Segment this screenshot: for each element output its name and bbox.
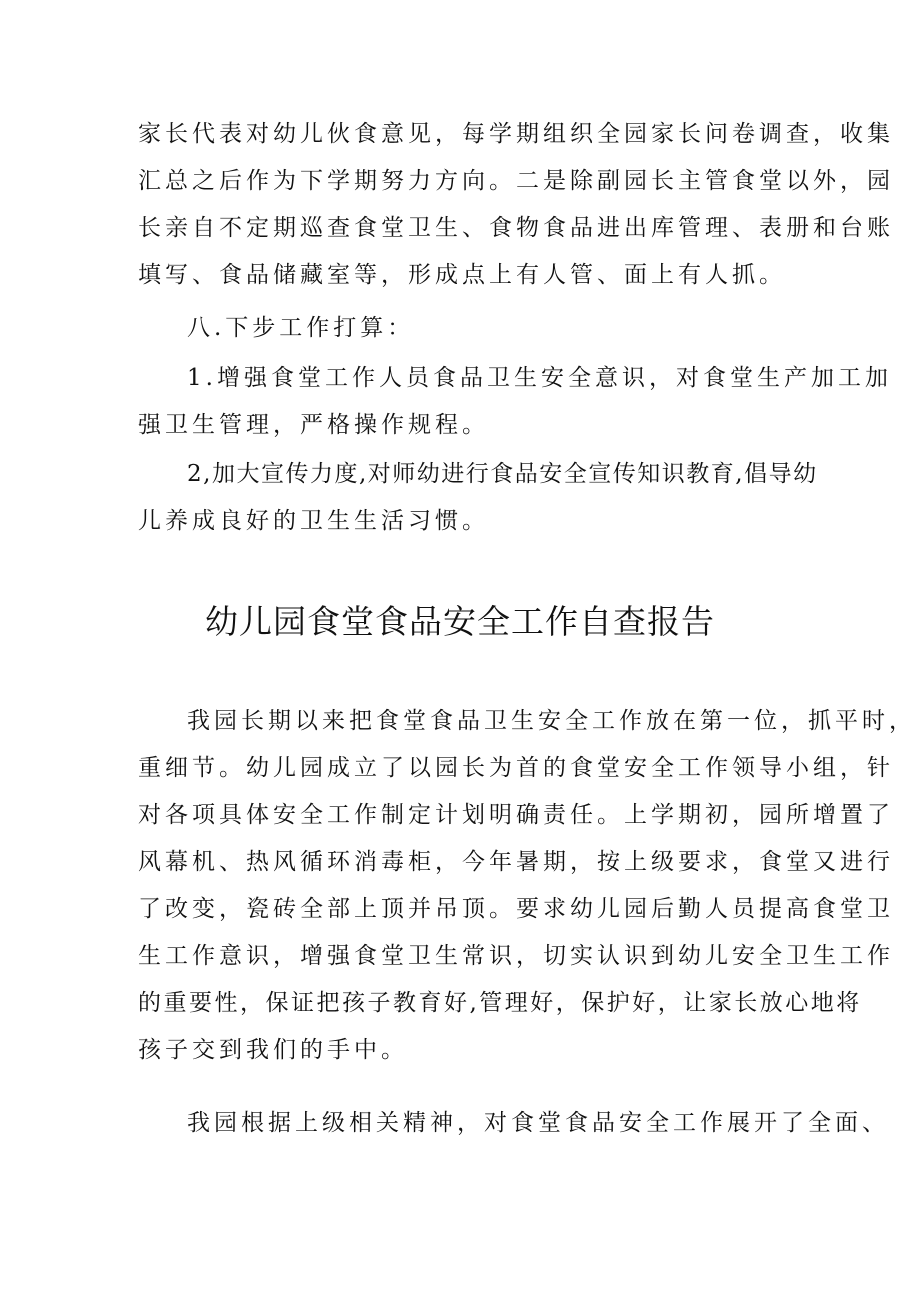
paragraph-line: 了改变，瓷砖全部上顶并吊顶。要求幼儿园后勤人员提高食堂卫 — [138, 896, 894, 922]
document-title: 幼儿园食堂食品安全工作自查报告 — [205, 602, 715, 641]
list-item-line: 1.增强食堂工作人员食品卫生安全意识，对食堂生产加工加 — [187, 365, 892, 391]
paragraph-line: 我园根据上级相关精神，对食堂食品安全工作展开了全面、 — [187, 1110, 889, 1136]
list-item-line: 强卫生管理，严格操作规程。 — [138, 412, 489, 438]
paragraph-line: 长亲自不定期巡查食堂卫生、食物食品进出库管理、表册和台账 — [138, 215, 894, 241]
list-item-line: 2,加大宣传力度,对师幼进行食品安全宣传知识教育,倡导幼 — [187, 461, 818, 487]
paragraph-line: 生工作意识，增强食堂卫生常识，切实认识到幼儿安全卫生工作 — [138, 943, 894, 969]
paragraph-line: 风幕机、热风循环消毒柜，今年暑期，按上级要求，食堂又进行 — [138, 849, 894, 875]
paragraph-line: 的重要性，保证把孩子教育好,管理好，保护好，让家长放心地将 — [138, 990, 862, 1016]
paragraph-line: 汇总之后作为下学期努力方向。二是除副园长主管食堂以外，园 — [138, 168, 894, 194]
paragraph-line: 孩子交到我们的手中。 — [138, 1037, 408, 1063]
paragraph-line: 填写、食品储藏室等，形成点上有人管、面上有人抓。 — [138, 262, 786, 288]
paragraph-line: 重细节。幼儿园成立了以园长为首的食堂安全工作领导小组，针 — [138, 755, 894, 781]
list-item-line: 儿养成良好的卫生生活习惯。 — [138, 508, 489, 534]
paragraph-line: 我园长期以来把食堂食品卫生安全工作放在第一位，抓平时， — [187, 708, 916, 734]
paragraph-line: 对各项具体安全工作制定计划明确责任。上学期初，园所增置了 — [138, 802, 894, 828]
section-heading: 八.下步工作打算： — [187, 315, 415, 341]
paragraph-line: 家长代表对幼儿伙食意见，每学期组织全园家长问卷调查，收集 — [138, 121, 894, 147]
